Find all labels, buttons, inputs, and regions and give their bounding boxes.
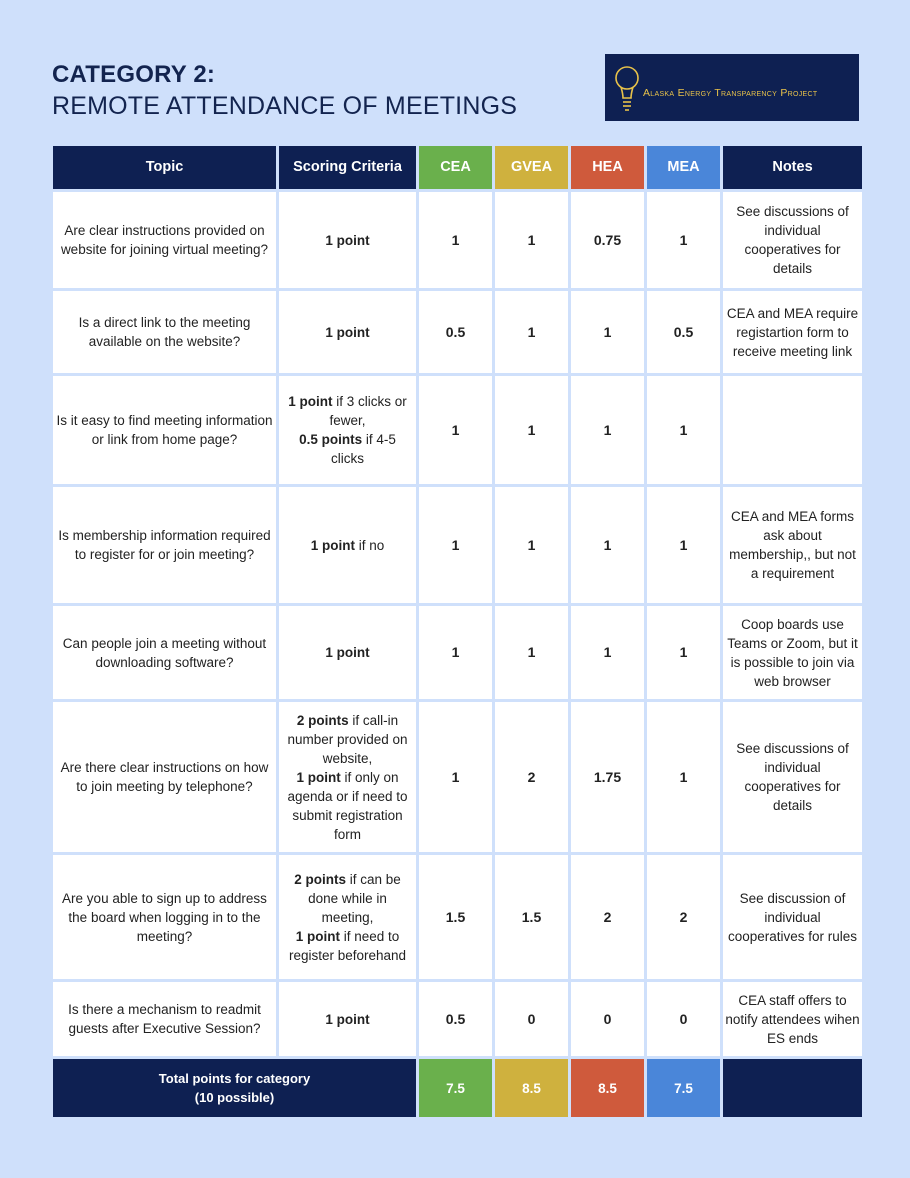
hea-score: 0.75 (571, 192, 644, 288)
table-row (53, 192, 862, 288)
lightbulb-icon (613, 60, 641, 116)
logo-text: Alaska Energy Transparency Project (643, 86, 818, 99)
gvea-score: 1 (495, 291, 568, 373)
cea-score: 0.5 (419, 291, 492, 373)
gvea-score: 1.5 (495, 855, 568, 979)
mea-score: 0.5 (647, 291, 720, 373)
cea-score: 1 (419, 702, 492, 852)
cea-score: 1 (419, 376, 492, 484)
notes-cell: See discussion of individual cooperatives for rules (723, 855, 862, 979)
criteria-cell: 1 point (279, 982, 416, 1056)
mea-score: 2 (647, 855, 720, 979)
total-row (53, 1059, 862, 1117)
table-row (53, 291, 862, 373)
topic-cell: Is membership information required to register for or join meeting? (53, 487, 276, 603)
category-number: CATEGORY 2: (52, 61, 216, 88)
cea-total: 7.5 (419, 1059, 492, 1117)
cea-score: 1 (419, 487, 492, 603)
hea-total: 8.5 (571, 1059, 644, 1117)
total-notes-cell (723, 1059, 862, 1117)
header-notes: Notes (723, 146, 862, 189)
mea-score: 1 (647, 702, 720, 852)
notes-cell: CEA and MEA forms ask about membership,, but not a requirement (723, 487, 862, 603)
header-topic: Topic (53, 146, 276, 189)
hea-score: 0 (571, 982, 644, 1056)
table-row (53, 702, 862, 852)
notes-cell: Coop boards use Teams or Zoom, but it is possible to join via web browser (723, 606, 862, 699)
criteria-cell: 1 point (279, 606, 416, 699)
hea-score: 1 (571, 487, 644, 603)
header-hea: HEA (571, 146, 644, 189)
mea-score: 1 (647, 192, 720, 288)
header-gvea: GVEA (495, 146, 568, 189)
criteria-cell: 1 point if 3 clicks or fewer, 0.5 points if 4-5 clicks (279, 376, 416, 484)
criteria-cell: 1 point if no (279, 487, 416, 603)
notes-cell: CEA and MEA require registartion form to receive meeting link (723, 291, 862, 373)
header-cea: CEA (419, 146, 492, 189)
header-row (53, 146, 862, 189)
topic-cell: Is it easy to find meeting information or link from home page? (53, 376, 276, 484)
hea-score: 2 (571, 855, 644, 979)
topic-cell: Are there clear instructions on how to join meeting by telephone? (53, 702, 276, 852)
mea-score: 1 (647, 487, 720, 603)
gvea-score: 0 (495, 982, 568, 1056)
notes-cell: See discussions of individual cooperatives for details (723, 192, 862, 288)
mea-score: 1 (647, 606, 720, 699)
cea-score: 1.5 (419, 855, 492, 979)
notes-cell: See discussions of individual cooperatives for details (723, 702, 862, 852)
cea-score: 1 (419, 192, 492, 288)
table-row (53, 487, 862, 603)
cea-score: 0.5 (419, 982, 492, 1056)
gvea-score: 1 (495, 606, 568, 699)
header-scoring-criteria: Scoring Criteria (279, 146, 416, 189)
cea-score: 1 (419, 606, 492, 699)
logo (605, 54, 859, 121)
total-label: Total points for category (10 possible) (53, 1059, 416, 1117)
gvea-score: 1 (495, 192, 568, 288)
hea-score: 1 (571, 606, 644, 699)
category-name: REMOTE ATTENDANCE OF MEETINGS (52, 92, 518, 120)
table-row (53, 982, 862, 1056)
gvea-score: 1 (495, 376, 568, 484)
topic-cell: Can people join a meeting without downloading software? (53, 606, 276, 699)
mea-score: 0 (647, 982, 720, 1056)
notes-cell: CEA staff offers to notify attendees wihen ES ends (723, 982, 862, 1056)
table-row (53, 855, 862, 979)
hea-score: 1 (571, 376, 644, 484)
criteria-cell: 2 points if call-in number provided on website, 1 point if only on agenda or if need to submit registration form (279, 702, 416, 852)
header-mea: MEA (647, 146, 720, 189)
gvea-score: 2 (495, 702, 568, 852)
hea-score: 1.75 (571, 702, 644, 852)
notes-cell (723, 376, 862, 484)
criteria-cell: 1 point (279, 291, 416, 373)
topic-cell: Are clear instructions provided on website for joining virtual meeting? (53, 192, 276, 288)
topic-cell: Is there a mechanism to readmit guests after Executive Session? (53, 982, 276, 1056)
table-row (53, 376, 862, 484)
topic-cell: Are you able to sign up to address the board when logging in to the meeting? (53, 855, 276, 979)
mea-score: 1 (647, 376, 720, 484)
hea-score: 1 (571, 291, 644, 373)
gvea-score: 1 (495, 487, 568, 603)
topic-cell: Is a direct link to the meeting available on the website? (53, 291, 276, 373)
page-title (52, 60, 517, 123)
criteria-cell: 1 point (279, 192, 416, 288)
scoring-table (50, 143, 865, 1120)
criteria-cell: 2 points if can be done while in meeting, 1 point if need to register beforehand (279, 855, 416, 979)
gvea-total: 8.5 (495, 1059, 568, 1117)
mea-total: 7.5 (647, 1059, 720, 1117)
table-row (53, 606, 862, 699)
